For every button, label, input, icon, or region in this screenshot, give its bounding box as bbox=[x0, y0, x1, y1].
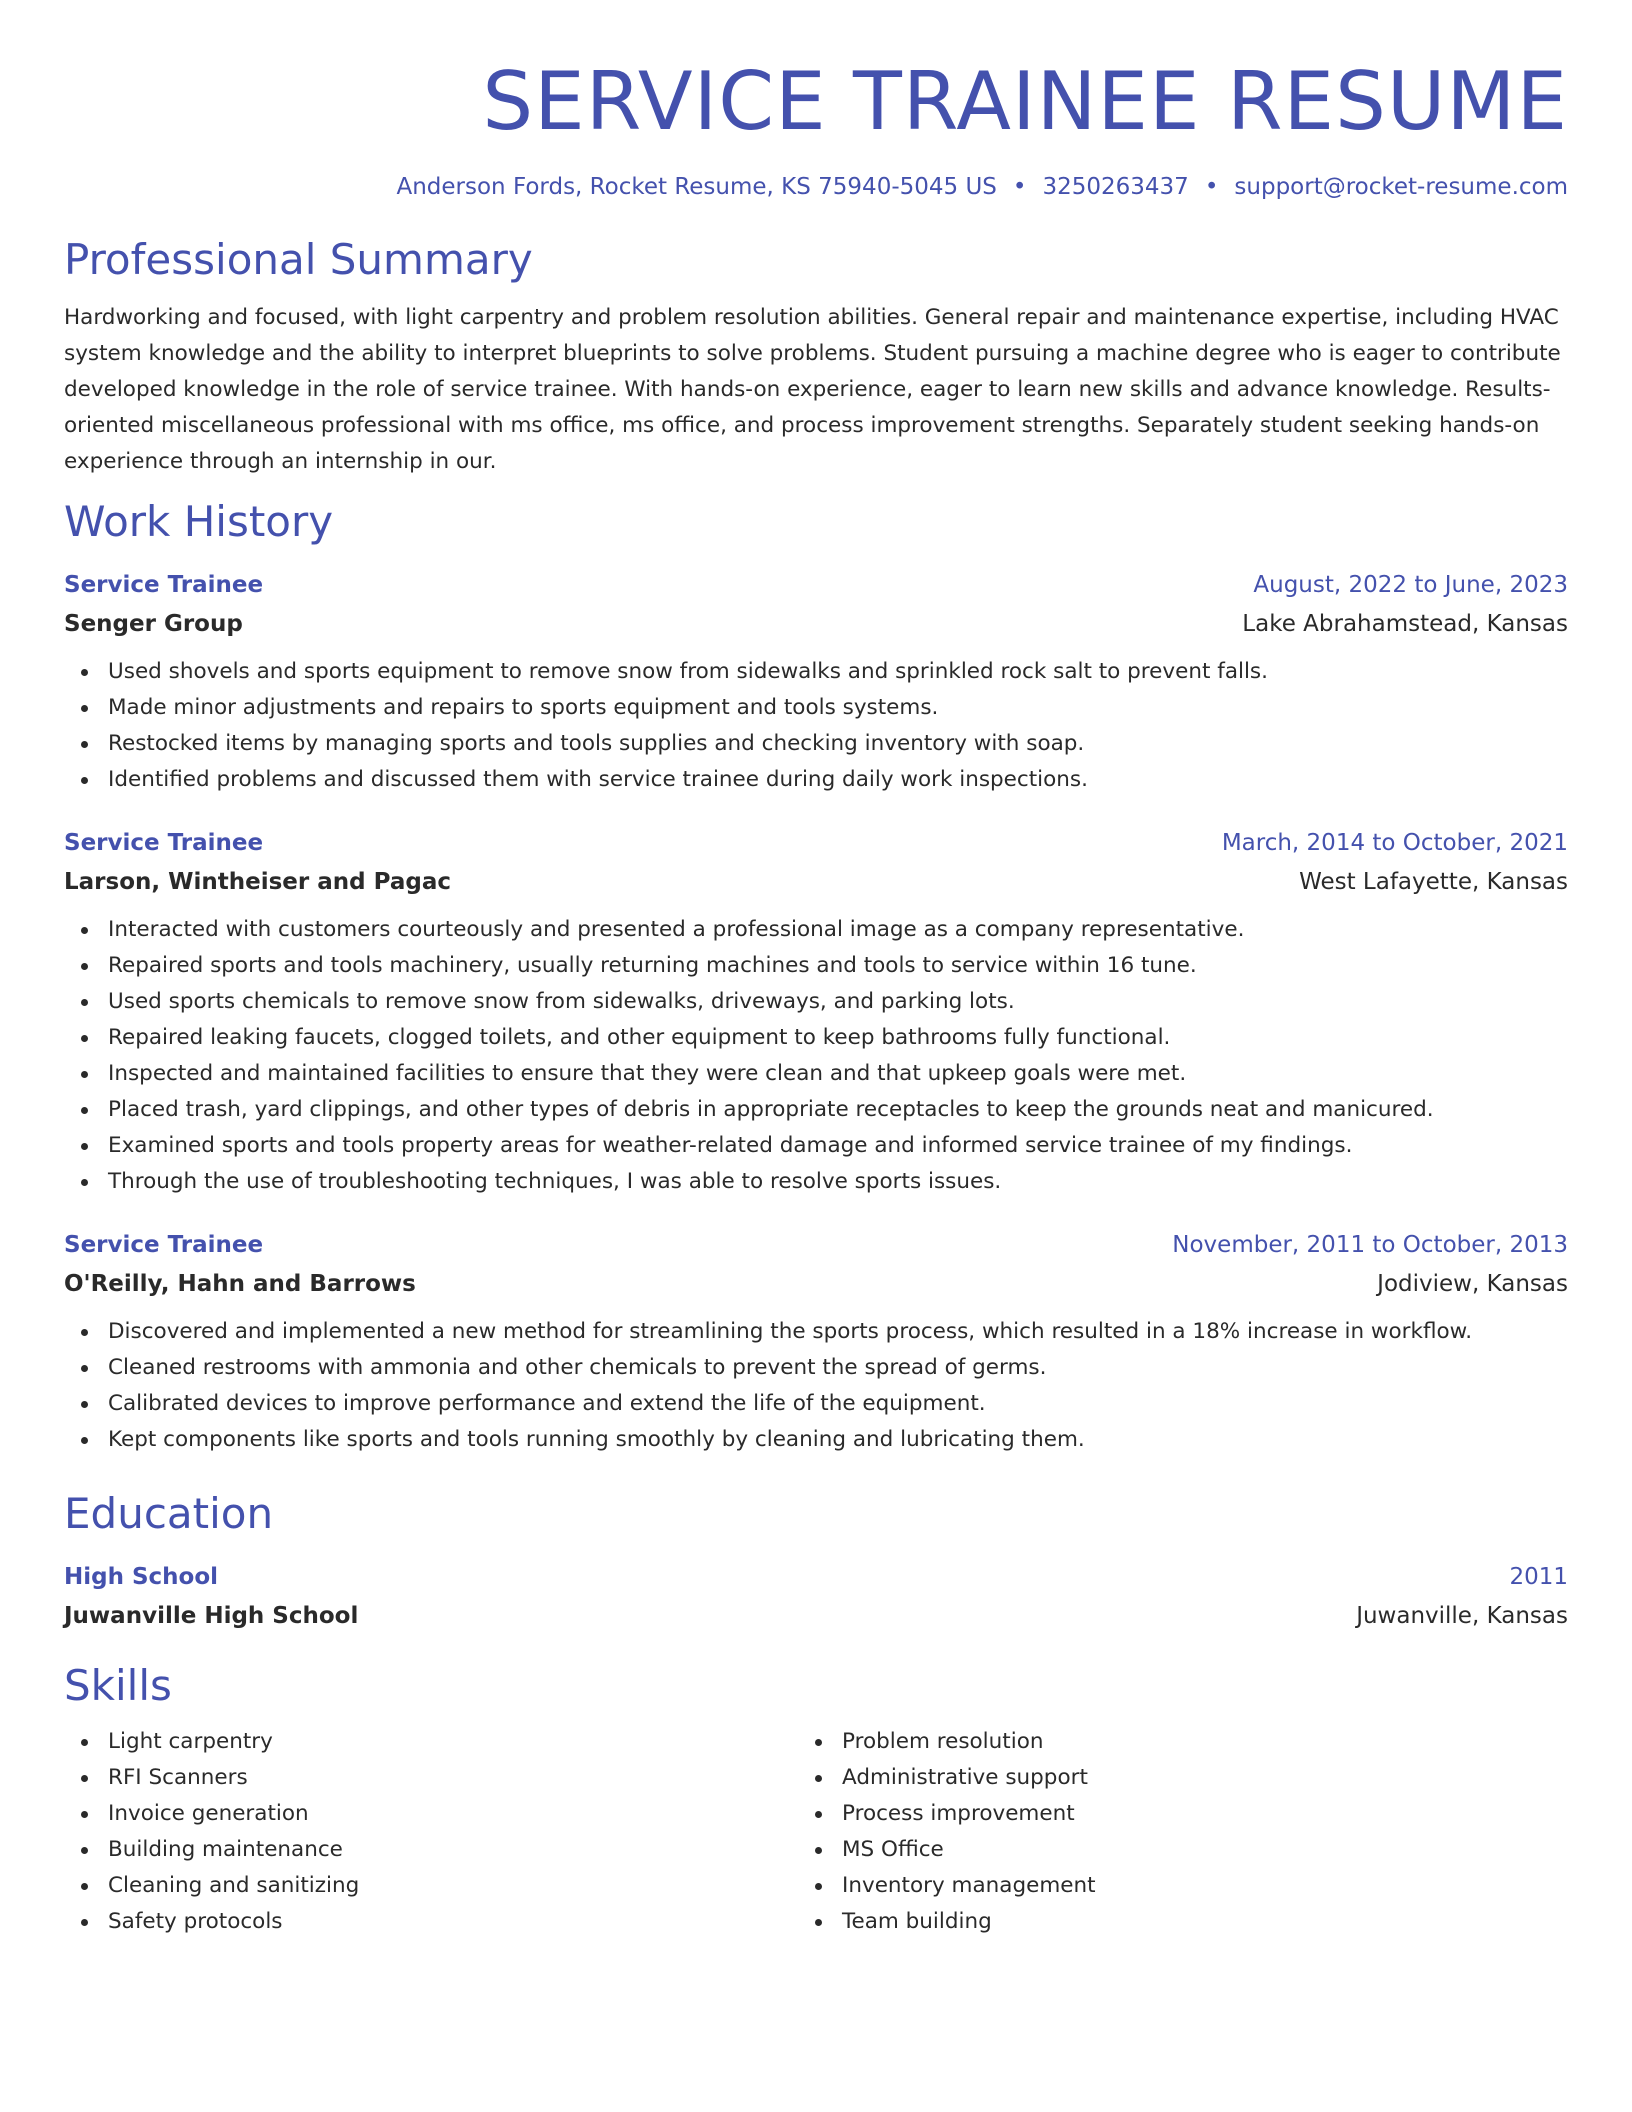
job-role: Service Trainee bbox=[64, 572, 264, 598]
job-entry bbox=[64, 566, 1568, 798]
skill-item: Building maintenance bbox=[108, 1832, 798, 1868]
job-bullet: Discovered and implemented a new method for streamlining the sports process, which resulted in a 18% increase in workflow. bbox=[108, 1314, 1568, 1350]
job-location: Jodiview, Kansas bbox=[1377, 1271, 1568, 1297]
job-bullets bbox=[64, 654, 1568, 798]
summary-text: Hardworking and focused, with light carpentry and problem resolution abilities. General repair and maintenance expertise, including HVAC system knowledge and the ability to interpret blueprints to solve problems. Student pursuing a machine degree who is eager to contribute developed knowledge in the role of service trainee. With hands-on experience, eager to learn new skills and advance knowledge. Results-oriented miscellaneous professional with ms office, ms office, and process improvement strengths. Separately student seeking hands-on experience through an internship in our. bbox=[64, 305, 1561, 474]
skills-right-list bbox=[798, 1724, 1542, 1940]
resume-page bbox=[64, 0, 1568, 1940]
skill-item: Team building bbox=[842, 1904, 1542, 1940]
education-entry bbox=[64, 1558, 1568, 1636]
job-dates: August, 2022 to June, 2023 bbox=[1253, 572, 1568, 598]
contact-line bbox=[64, 172, 1568, 202]
job-bullet: Repaired leaking faucets, clogged toilets, and other equipment to keep bathrooms fully functional. bbox=[108, 1020, 1568, 1056]
job-bullet: Examined sports and tools property areas for weather-related damage and informed service trainee of my findings. bbox=[108, 1128, 1568, 1164]
job-location: Lake Abrahamstead, Kansas bbox=[1242, 611, 1568, 637]
skill-item: Process improvement bbox=[842, 1796, 1542, 1832]
education-heading: Education bbox=[64, 1489, 274, 1538]
job-role: Service Trainee bbox=[64, 830, 264, 856]
education-location: Juwanville, Kansas bbox=[1356, 1603, 1568, 1629]
contact-address: Anderson Fords, Rocket Resume, KS 75940-5045 US bbox=[396, 174, 997, 200]
skill-item: Problem resolution bbox=[842, 1724, 1542, 1760]
job-bullet: Calibrated devices to improve performance and extend the life of the equipment. bbox=[108, 1386, 1568, 1422]
job-bullet: Through the use of troubleshooting techniques, I was able to resolve sports issues. bbox=[108, 1164, 1568, 1200]
skills-heading: Skills bbox=[64, 1661, 172, 1710]
job-location: West Lafayette, Kansas bbox=[1299, 869, 1568, 895]
job-bullet: Made minor adjustments and repairs to sports equipment and tools systems. bbox=[108, 690, 1568, 726]
summary-heading: Professional Summary bbox=[64, 235, 533, 284]
job-bullet: Placed trash, yard clippings, and other types of debris in appropriate receptacles to keep the grounds neat and manicured. bbox=[108, 1092, 1568, 1128]
job-bullet: Repaired sports and tools machinery, usually returning machines and tools to service within 16 tune. bbox=[108, 948, 1568, 984]
job-dates: March, 2014 to October, 2021 bbox=[1221, 830, 1568, 856]
skill-item: MS Office bbox=[842, 1832, 1542, 1868]
contact-separator: • bbox=[1204, 174, 1219, 200]
job-company: O'Reilly, Hahn and Barrows bbox=[64, 1271, 416, 1297]
job-bullets bbox=[64, 912, 1568, 1200]
job-entry bbox=[64, 824, 1568, 1200]
contact-phone: 3250263437 bbox=[1042, 174, 1189, 200]
job-company: Larson, Wintheiser and Pagac bbox=[64, 869, 451, 895]
contact-separator: • bbox=[1012, 174, 1027, 200]
job-bullet: Restocked items by managing sports and tools supplies and checking inventory with soap. bbox=[108, 726, 1568, 762]
job-bullet: Kept components like sports and tools running smoothly by cleaning and lubricating them. bbox=[108, 1422, 1568, 1458]
job-dates: November, 2011 to October, 2013 bbox=[1172, 1232, 1568, 1258]
job-bullet: Cleaned restrooms with ammonia and other chemicals to prevent the spread of germs. bbox=[108, 1350, 1568, 1386]
job-company: Senger Group bbox=[64, 611, 243, 637]
job-bullet: Identified problems and discussed them with service trainee during daily work inspections. bbox=[108, 762, 1568, 798]
job-bullet: Interacted with customers courteously and presented a professional image as a company representative. bbox=[108, 912, 1568, 948]
skill-item: Invoice generation bbox=[108, 1796, 798, 1832]
job-bullet: Used sports chemicals to remove snow from sidewalks, driveways, and parking lots. bbox=[108, 984, 1568, 1020]
skills-left-list bbox=[64, 1724, 798, 1940]
education-school: Juwanville High School bbox=[64, 1603, 359, 1629]
skill-item: Administrative support bbox=[842, 1760, 1542, 1796]
job-entry bbox=[64, 1226, 1568, 1458]
skill-item: Cleaning and sanitizing bbox=[108, 1868, 798, 1904]
contact-email: support@rocket-resume.com bbox=[1234, 174, 1568, 200]
skill-item: Safety protocols bbox=[108, 1904, 798, 1940]
job-bullet: Used shovels and sports equipment to remove snow from sidewalks and sprinkled rock salt to prevent falls. bbox=[108, 654, 1568, 690]
education-degree: High School bbox=[64, 1564, 219, 1590]
job-bullet: Inspected and maintained facilities to ensure that they were clean and that upkeep goals were met. bbox=[108, 1056, 1568, 1092]
skill-item: Inventory management bbox=[842, 1868, 1542, 1904]
resume-title: SERVICE TRAINEE RESUME bbox=[482, 55, 1568, 148]
work-history-heading: Work History bbox=[64, 497, 334, 546]
job-role: Service Trainee bbox=[64, 1232, 264, 1258]
skills-columns bbox=[64, 1724, 1568, 1940]
job-bullets bbox=[64, 1314, 1568, 1458]
education-year: 2011 bbox=[1509, 1564, 1568, 1590]
skill-item: Light carpentry bbox=[108, 1724, 798, 1760]
skill-item: RFI Scanners bbox=[108, 1760, 798, 1796]
